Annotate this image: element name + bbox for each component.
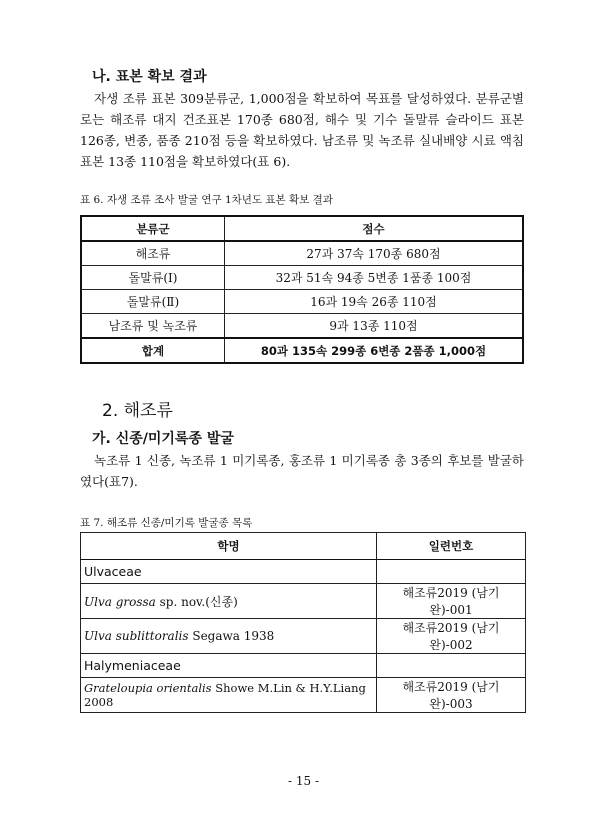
cell-count: 32과 51속 94종 5변종 1품종 100점 xyxy=(225,266,524,290)
table-header-row xyxy=(81,216,523,241)
family-name: Ulvaceae xyxy=(81,560,377,584)
table-caption: 표 7. 해조류 신종/미기록 발굴종 목록 xyxy=(80,517,253,529)
subsection-heading: 가. 신종/미기록종 발굴 xyxy=(92,431,234,447)
cell-taxon: 해조류 xyxy=(81,241,225,266)
serial-number: 해조류2019 (남기완)-003 xyxy=(377,678,526,713)
table-row xyxy=(81,266,523,290)
table-row xyxy=(81,290,523,314)
species-genus: Grateloupia orientalis xyxy=(84,681,212,695)
subsection-paragraph: 녹조류 1 신종, 녹조류 1 미기록종, 홍조류 1 미기록종 총 3종의 후보를 발굴하였다(표7). xyxy=(80,453,524,489)
cell-total-label: 합계 xyxy=(81,338,225,363)
species-name xyxy=(81,678,377,713)
table-row xyxy=(81,584,526,619)
empty-cell xyxy=(377,654,526,678)
serial-number: 해조류2019 (남기완)-002 xyxy=(377,619,526,654)
header-scientific-name: 학명 xyxy=(81,533,377,560)
family-row xyxy=(81,560,526,584)
table-total-row xyxy=(81,338,523,363)
table-row xyxy=(81,619,526,654)
header-count: 점수 xyxy=(225,216,524,241)
species-genus: Ulva sublittoralis xyxy=(84,629,189,643)
empty-cell xyxy=(377,560,526,584)
table-row xyxy=(81,241,523,266)
chapter-heading: 2. 해조류 xyxy=(102,401,173,421)
section-heading: 나. 표본 확보 결과 xyxy=(92,69,207,85)
serial-number: 해조류2019 (남기완)-001 xyxy=(377,584,526,619)
table-caption: 표 6. 자생 조류 조사 발굴 연구 1차년도 표본 확보 결과 xyxy=(80,194,333,206)
species-name xyxy=(81,584,377,619)
section-paragraph: 자생 조류 표본 309분류군, 1,000점을 확보하여 목표를 달성하였다. 분류군별로는 해조류 대지 건조표본 170종 680점, 해수 및 기수 돌말류 슬라이드 표본 126종, 변종, 품종 210점 등을 확보하였다. 남조류 및 녹조류 실내배양 시료 액침 표본 13종 110점을 확보하였다(표 6). xyxy=(80,91,524,169)
specimen-table xyxy=(80,215,524,364)
species-authority: sp. nov.(신종) xyxy=(155,594,238,609)
cell-count: 16과 19속 26종 110점 xyxy=(225,290,524,314)
table-row xyxy=(81,314,523,339)
cell-total-value: 80과 135속 299종 6변종 2품종 1,000점 xyxy=(225,338,524,363)
family-name: Halymeniaceae xyxy=(81,654,377,678)
cell-count: 9과 13종 110점 xyxy=(225,314,524,339)
cell-taxon: 돌말류(Ⅰ) xyxy=(81,266,225,290)
cell-count: 27과 37속 170종 680점 xyxy=(225,241,524,266)
page-number: - 15 - xyxy=(287,774,319,788)
header-taxon: 분류군 xyxy=(81,216,225,241)
table-header-row xyxy=(81,533,526,560)
species-authority: Segawa 1938 xyxy=(188,629,275,643)
species-authority: Showe M.Lin & H.Y.Liang 2008 xyxy=(84,681,366,709)
header-serial: 일련번호 xyxy=(377,533,526,560)
cell-taxon: 남조류 및 녹조류 xyxy=(81,314,225,339)
table-row xyxy=(81,678,526,713)
species-name xyxy=(81,619,377,654)
species-genus: Ulva grossa xyxy=(84,594,156,609)
species-table xyxy=(80,532,526,713)
family-row xyxy=(81,654,526,678)
cell-taxon: 돌말류(Ⅱ) xyxy=(81,290,225,314)
